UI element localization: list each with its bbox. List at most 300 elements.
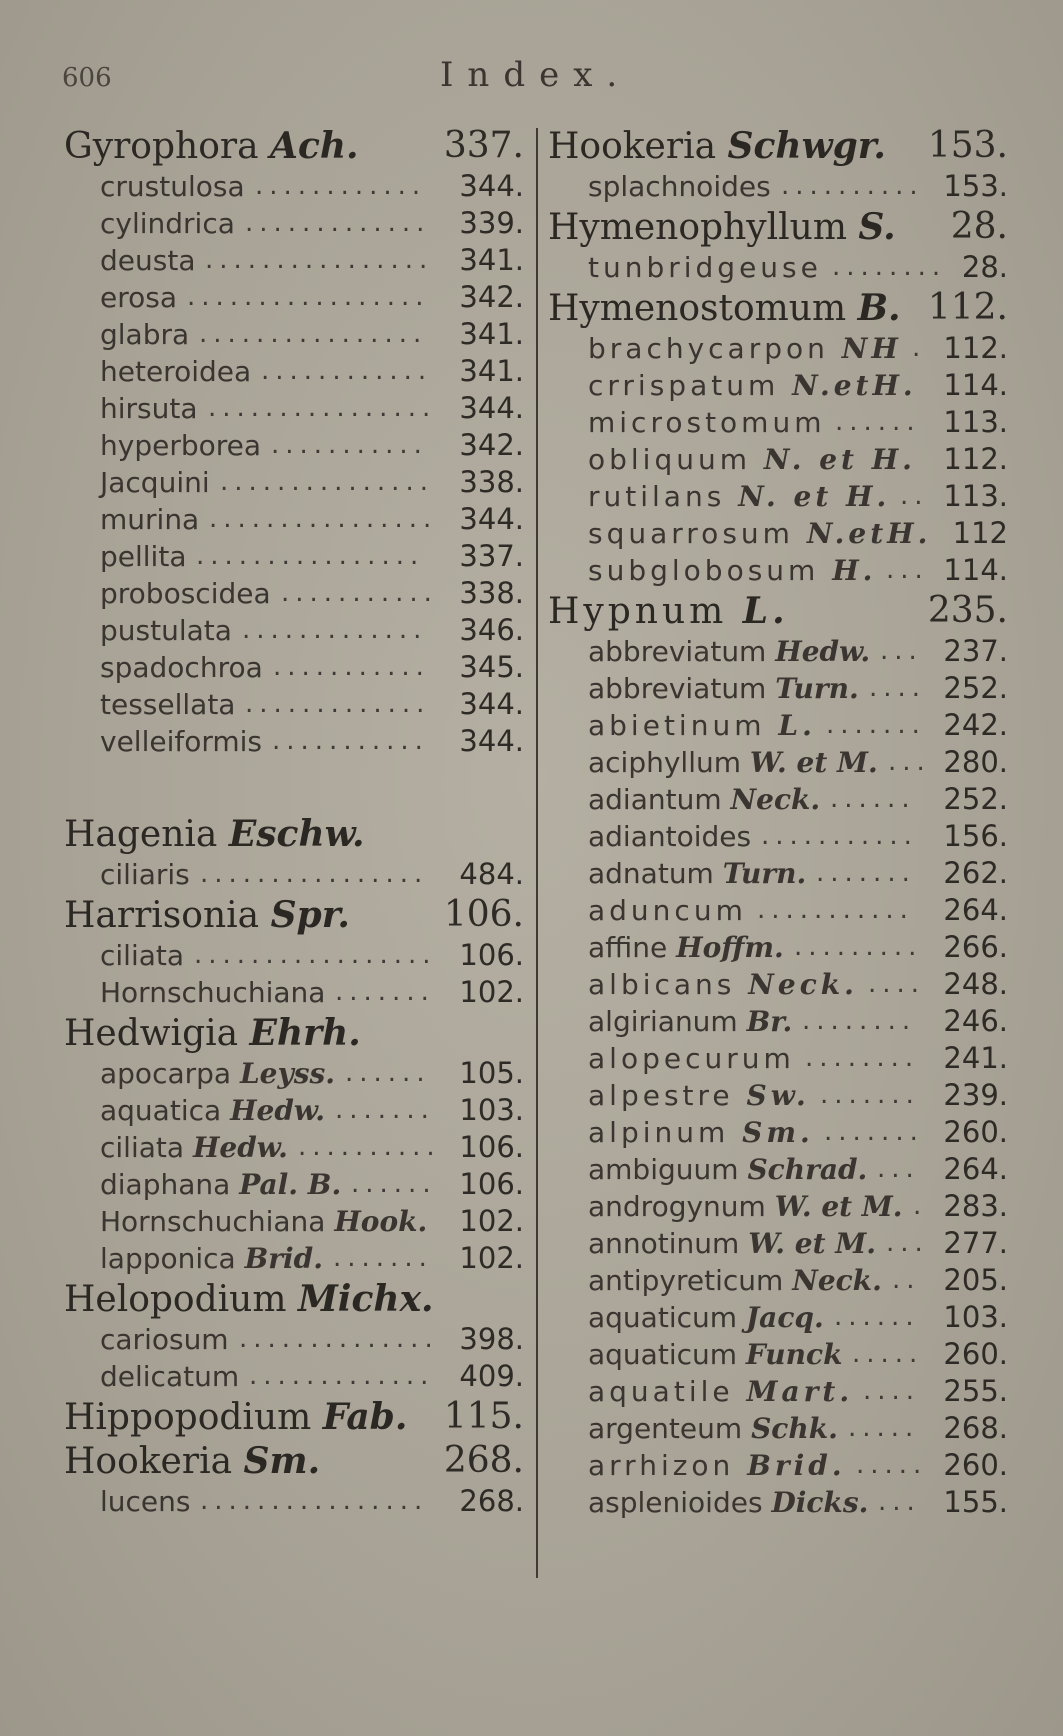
entry-page-number: 268. [459,1484,524,1518]
entry-label [100,205,235,242]
entry-author: NH [841,332,902,365]
left-index-column [64,124,524,1520]
entry-author: Pal. B. [239,1168,342,1201]
entry-label [588,1225,876,1262]
entry-label [588,707,816,744]
entry-author: Br. [746,1005,793,1038]
entry-label [588,168,771,205]
index-species-entry [548,1336,1008,1373]
entry-label [588,1484,868,1521]
dot-leader: ... [888,747,931,777]
index-species-entry [64,723,524,760]
entry-name: abbreviatum [588,672,767,705]
dot-leader: ... [877,1154,920,1184]
entry-name: aquatile [588,1375,734,1408]
entry-name: argenteum [588,1412,743,1445]
entry-author: Schwgr. [727,125,886,167]
index-species-entry [64,575,524,612]
dot-leader: ........ [805,1043,920,1073]
entry-page-number: 156. [943,819,1008,853]
dot-leader: .. [892,1265,921,1295]
entry-author: Neck. [792,1264,882,1297]
entry-label [100,1240,323,1277]
entry-author: Neck. [748,968,858,1001]
entry-author: Hoffm. [676,931,784,964]
entry-label [548,205,896,250]
index-species-entry [548,1040,1008,1077]
dot-leader: . [912,333,927,363]
entry-name: proboscidea [100,577,271,610]
entry-label [588,330,902,367]
dot-leader: ................ [199,319,428,349]
dot-leader: .......... [298,1132,441,1162]
entry-page-number: 264. [943,1152,1008,1186]
entry-author: Sw. [746,1079,810,1112]
entry-author: Leyss. [239,1057,336,1090]
entry-label [588,367,917,404]
entry-page-number: 341. [459,354,524,388]
dot-leader: ............ [261,356,433,386]
dot-leader: ................. [187,282,430,312]
dot-leader: ....... [820,1080,920,1110]
index-genus-entry [548,589,1008,633]
index-genus-entry [548,205,1008,249]
entry-label [588,1447,846,1484]
entry-page-number: 103. [943,1300,1008,1334]
entry-label [588,670,859,707]
index-species-entry [548,1299,1008,1336]
entry-name: lucens [100,1485,191,1518]
entry-name: adnatum [588,857,714,890]
index-species-entry [64,279,524,316]
entry-label [100,686,235,723]
index-species-entry [64,1240,524,1277]
entry-label [100,974,325,1011]
entry-name: crustulosa [100,170,245,203]
entry-author: N. et H. [763,443,916,476]
index-species-entry [548,1151,1008,1188]
index-species-entry [64,390,524,427]
entry-page-number: 28. [950,206,1008,247]
dot-leader: ............ [255,171,427,201]
entry-page-number: 337. [459,539,524,573]
entry-name: cariosum [100,1323,229,1356]
entry-page-number: 409. [459,1359,524,1393]
dot-leader: ... [878,1487,921,1517]
entry-label [100,1358,239,1395]
index-species-entry [64,1166,524,1203]
entry-page-number: 264. [943,893,1008,927]
entry-label [100,1055,335,1092]
entry-author: Fab. [322,1396,408,1438]
index-species-entry [548,1410,1008,1447]
index-species-entry [548,1188,1008,1225]
running-head: Index. [440,55,632,95]
dot-leader: ........ [802,1006,917,1036]
entry-label [588,515,931,552]
dot-leader: ..... [848,1413,920,1443]
entry-page-number: 344. [459,502,524,536]
index-species-entry [64,612,524,649]
dot-leader: ........... [273,652,430,682]
entry-author: W. et M. [774,1190,903,1223]
entry-page-number: 205. [943,1263,1008,1297]
entry-page-number: 342. [459,428,524,462]
entry-name: glabra [100,318,190,351]
index-species-entry [64,974,524,1011]
entry-name: Hookeria [64,1441,233,1482]
index-genus-entry [64,124,524,168]
entry-label [548,124,886,169]
dot-leader: ............. [245,689,431,719]
entry-page-number: 277. [943,1226,1008,1260]
dot-leader: ................ [208,393,437,423]
index-species-entry [64,242,524,279]
entry-name: Hippopodium [64,1397,312,1438]
entry-label [588,892,747,929]
entry-label [588,1299,824,1336]
entry-name: deusta [100,244,196,277]
entry-label [100,649,263,686]
entry-page-number: 235. [927,590,1008,631]
entry-name: squarrosum [588,517,794,550]
entry-label [64,124,359,169]
entry-name: aquaticum [588,1338,738,1371]
dot-leader: ... [886,1228,929,1258]
index-species-entry [548,892,1008,929]
entry-page-number: 338. [459,465,524,499]
entry-page-number: 105. [459,1056,524,1090]
entry-label [588,855,806,892]
index-spacer [64,760,524,812]
entry-label [100,353,251,390]
entry-page-number: 248. [943,967,1008,1001]
entry-author: Brid. [747,1449,846,1482]
entry-author: Schk. [751,1412,838,1445]
entry-page-number: 338. [459,576,524,610]
entry-label [588,781,820,818]
index-species-entry [548,330,1008,367]
entry-author: L. [742,590,789,632]
index-genus-entry [64,1439,524,1483]
index-species-entry [64,1055,524,1092]
entry-label [548,286,901,331]
entry-label [588,1040,795,1077]
entry-label [100,1321,229,1358]
entry-label [64,1395,407,1440]
entry-page-number: 242. [943,708,1008,742]
entry-name: alopecurum [588,1042,795,1075]
index-species-entry [548,404,1008,441]
entry-label [588,1373,853,1410]
entry-page-number: 337. [443,125,524,166]
entry-name: androgynum [588,1190,766,1223]
entry-page-number: 112. [943,331,1008,365]
index-species-entry [548,1373,1008,1410]
entry-page-number: 342. [459,280,524,314]
dot-leader: .............. [239,1324,439,1354]
entry-author: Dicks. [771,1486,869,1519]
entry-author: Spr. [270,894,350,936]
entry-page-number: 113. [943,479,1008,513]
entry-page-number: 341. [459,317,524,351]
dot-leader: ... [880,636,923,666]
entry-author: B. [857,287,901,329]
index-species-entry [548,367,1008,404]
page-number: 606 [62,63,112,93]
entry-name: velleiformis [100,725,263,758]
entry-label [588,404,825,441]
entry-label [588,249,822,286]
entry-page-number: 344. [459,391,524,425]
index-species-entry [548,249,1008,286]
dot-leader: . [913,1191,928,1221]
index-species-entry [64,168,524,205]
dot-leader: .... [863,1376,921,1406]
entry-label [588,633,870,670]
dot-leader: ........... [271,430,428,460]
entry-name: lapponica [100,1242,236,1275]
index-species-entry [548,168,1008,205]
index-species-entry [548,781,1008,818]
entry-author: Turn. [722,857,807,890]
entry-label [548,589,789,634]
dot-leader: ....... [335,1095,435,1125]
index-species-entry [548,633,1008,670]
entry-name: Hymenophyllum [548,207,847,248]
entry-page-number: 106. [443,894,524,935]
entry-label [100,168,245,205]
entry-name: alpinum [588,1116,730,1149]
entry-label [588,441,916,478]
index-species-entry [64,464,524,501]
entry-label [100,612,232,649]
entry-author: Eschw. [228,813,365,855]
entry-page-number: 115. [443,1396,524,1437]
entry-name: apocarpa [100,1057,232,1090]
entry-page-number: 113. [943,405,1008,439]
entry-name: asplenioides [588,1486,763,1519]
index-species-entry [548,1003,1008,1040]
entry-page-number: 280. [943,745,1008,779]
entry-name: heteroidea [100,355,252,388]
entry-name: delicatum [100,1360,240,1393]
dot-leader: ....... [824,1117,924,1147]
entry-label [64,893,350,938]
dot-leader: .. [900,481,929,511]
entry-name: ciliata [100,1131,185,1164]
entry-author: Sm. [742,1116,814,1149]
entry-page-number: 153. [927,125,1008,166]
dot-leader: ....... [335,977,435,1007]
entry-label [588,1077,810,1114]
entry-author: Funck [745,1338,843,1371]
entry-label [64,812,365,857]
entry-name: subglobosum [588,554,820,587]
index-species-entry [548,1447,1008,1484]
entry-author: Sm. [243,1440,321,1482]
dot-leader: .......... [781,171,924,201]
entry-page-number: 260. [943,1115,1008,1149]
entry-author: Hook. [334,1205,428,1238]
dot-leader: ......... [794,932,923,962]
entry-author: Neck. [730,783,821,816]
entry-label [100,1203,427,1240]
entry-page-number: 260. [943,1448,1008,1482]
entry-label [100,316,189,353]
entry-name: aquatica [100,1094,222,1127]
index-genus-entry [64,1011,524,1055]
entry-author: Ehrh. [249,1012,361,1054]
index-genus-entry [64,812,524,856]
entry-page-number: 345. [459,650,524,684]
dot-leader: ................ [200,859,429,889]
entry-author: Hedw. [192,1131,288,1164]
dot-leader: ..... [852,1339,924,1369]
entry-page-number: 106. [459,1167,524,1201]
entry-label [588,478,890,515]
entry-author: Jacq. [745,1301,824,1334]
dot-leader: ...... [351,1169,437,1199]
entry-page-number: 112. [943,442,1008,476]
entry-name: arrhizon [588,1449,735,1482]
entry-name: algirianum [588,1005,738,1038]
entry-label [64,1011,361,1056]
entry-label [100,1166,341,1203]
entry-name: rutilans [588,480,726,513]
entry-page-number: 102. [459,1204,524,1238]
index-species-entry [64,1321,524,1358]
entry-page-number: 237. [943,634,1008,668]
entry-label [100,427,261,464]
entry-page-number: 268. [443,1440,524,1481]
entry-label [100,723,262,760]
entry-name: annotinum [588,1227,740,1260]
dot-leader: ..... [856,1450,928,1480]
entry-page-number: 112 [952,516,1008,550]
index-species-entry [64,427,524,464]
entry-author: W. et M. [749,746,878,779]
index-species-entry [548,744,1008,781]
entry-name: albicans [588,968,736,1001]
entry-page-number: 28. [961,250,1008,284]
entry-name: diaphana [100,1168,231,1201]
index-species-entry [548,478,1008,515]
entry-name: pustulata [100,614,232,647]
index-species-entry [64,501,524,538]
entry-page-number: 102. [459,1241,524,1275]
entry-name: microstomum [588,406,826,439]
entry-name: Gyrophora [64,126,259,167]
index-species-entry [64,686,524,723]
entry-label [100,242,195,279]
entry-page-number: 260. [943,1337,1008,1371]
index-species-entry [64,937,524,974]
index-genus-entry [64,1277,524,1321]
entry-author: N.etH. [792,369,917,402]
entry-label [64,1277,434,1322]
entry-page-number: 262. [943,856,1008,890]
entry-name: ciliaris [100,858,190,891]
entry-page-number: 252. [943,671,1008,705]
entry-page-number: 112. [927,287,1008,328]
index-species-entry [64,856,524,893]
entry-page-number: 268. [943,1411,1008,1445]
index-species-entry [548,1077,1008,1114]
entry-name: murina [100,503,200,536]
index-genus-entry [548,286,1008,330]
dot-leader: ...... [834,1302,920,1332]
dot-leader: ............. [242,615,428,645]
entry-page-number: 344. [459,169,524,203]
index-species-entry [64,205,524,242]
dot-leader: .... [869,673,927,703]
entry-name: affine [588,931,668,964]
entry-label [588,1262,882,1299]
index-species-entry [64,316,524,353]
entry-name: antipyreticum [588,1264,784,1297]
entry-label [100,1129,288,1166]
entry-label [100,1092,325,1129]
entry-name: Hedwigia [64,1013,239,1054]
dot-leader: .... [868,969,926,999]
entry-name: Hookeria [548,126,717,167]
dot-leader: ........... [272,726,429,756]
index-species-entry [64,1092,524,1129]
entry-label [588,966,858,1003]
dot-leader: ...... [830,784,916,814]
page-header [0,55,1063,105]
entry-author: L. [778,709,816,742]
entry-label [64,1439,320,1484]
dot-leader: ....... [333,1243,433,1273]
entry-page-number: 266. [943,930,1008,964]
index-species-entry [64,1358,524,1395]
entry-name: splachnoides [588,170,771,203]
dot-leader: ...... [345,1058,431,1088]
entry-label [588,1188,903,1225]
index-species-entry [64,1129,524,1166]
entry-page-number: 252. [943,782,1008,816]
entry-label [588,552,876,589]
index-species-entry [548,1262,1008,1299]
entry-name: Hagenia [64,814,218,855]
entry-author: S. [858,206,896,248]
entry-name: hirsuta [100,392,198,425]
entry-label [100,856,190,893]
index-species-entry [64,538,524,575]
entry-name: spadochroa [100,651,263,684]
dot-leader: ................. [194,940,437,970]
entry-name: ciliata [100,939,185,972]
dot-leader: ........... [761,821,918,851]
column-divider [536,128,538,1578]
entry-name: tessellata [100,688,236,721]
entry-name: Hornschuchiana [100,976,326,1009]
entry-author: Brid. [244,1242,323,1275]
entry-label [588,929,784,966]
index-species-entry [548,670,1008,707]
index-species-entry [548,818,1008,855]
entry-author: N. et H. [738,480,891,513]
dot-leader: ........... [757,895,914,925]
entry-page-number: 241. [943,1041,1008,1075]
entry-name: Helopodium [64,1279,287,1320]
entry-label [100,464,210,501]
entry-name: aquaticum [588,1301,738,1334]
index-species-entry [548,707,1008,744]
entry-author: N.etH. [806,517,932,550]
